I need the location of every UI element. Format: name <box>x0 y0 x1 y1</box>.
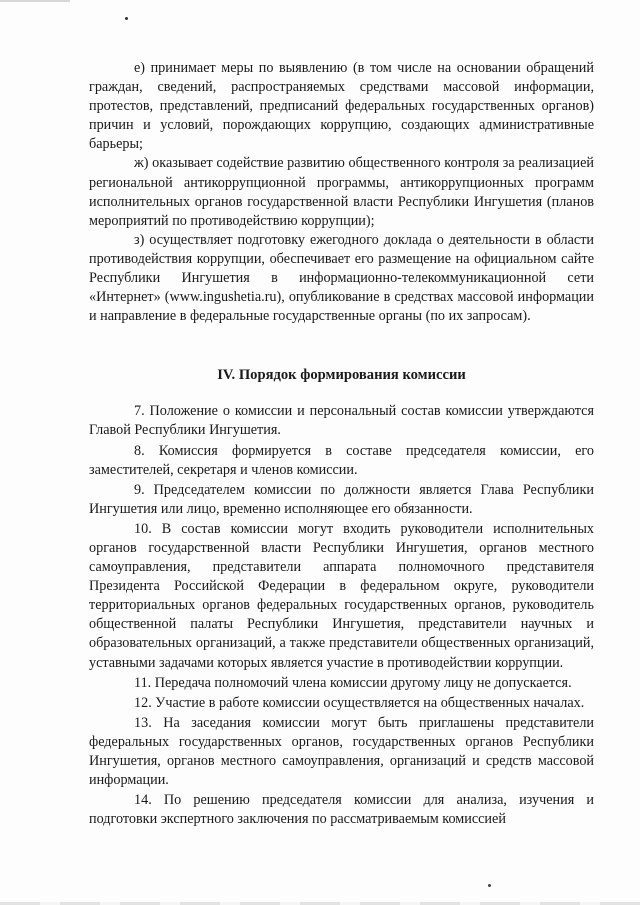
paragraph-e: е) принимает меры по выявлению (в том числе на основании обращений граждан, сведений, распространяемых средствами массовой информации, протестов, представлений, предписаний федеральных государственных органов) причин и условий, порождающих коррупцию, создающих административные барьеры; <box>89 60 594 153</box>
paragraph-7: 7. Положение о комиссии и персональный состав комиссии утверждаются Главой Республики Ингушетия. <box>89 403 594 439</box>
paragraph-9: 9. Председателем комиссии по должности является Глава Республики Ингушетия или лицо, временно исполняющее его обязанности. <box>89 481 594 517</box>
paragraph-13: 13. На заседания комиссии могут быть приглашены представители федеральных государственных органов, государственных органов Республики Ингушетия, органов местного самоуправления, организаций и средств массовой информации. <box>89 714 594 789</box>
paragraph-z: з) осуществляет подготовку ежегодного доклада о деятельности в области противодействия коррупции, обеспечивает его размещение на официальном сайте Республики Ингушетия в информационно-телекоммуникационной сети «Интернет» (www.ingushetia.ru), опубликование в средствах массовой информации и направление в федеральные государственные органы (по их запросам). <box>89 231 594 325</box>
scan-mark <box>488 884 491 887</box>
document-body <box>89 59 594 829</box>
scan-speck <box>125 17 128 20</box>
section-heading: IV. Порядок формирования комиссии <box>217 367 466 384</box>
paragraph-zh: ж) оказывает содействие развитию общественного контроля за реализацией региональной антикоррупционной программы, антикоррупционных программ исполнительных органов государственной власти Республики Ингушетия (планов мероприятий по противодействию коррупции); <box>89 155 594 229</box>
scan-top-edge <box>0 0 640 2</box>
paragraph-12: 12. Участие в работе комиссии осуществляется на общественных началах. <box>134 694 585 711</box>
paragraph-10: 10. В состав комиссии могут входить руководители исполнительных органов государственной власти Республики Ингушетия, органов местного самоуправления, представители аппарата полномочного представителя Президента Российской Федерации в федеральном округе, руководители территориальных органов федеральных государственных органов, руководитель общественной палаты Республики Ингушетия, представители научных и образовательных организаций, а также представители общественных организаций, уставными задачами которых является участие в противодействии коррупции. <box>89 520 594 671</box>
paragraph-11: 11. Передача полномочий члена комиссии другому лицу не допускается. <box>134 674 572 691</box>
paragraph-14: 14. По решению председателя комиссии для анализа, изучения и подготовки экспертного заключения по рассматриваемым комиссией <box>89 792 594 828</box>
paragraph-8: 8. Комиссия формируется в составе председателя комиссии, его заместителей, секретаря и членов комиссии. <box>89 442 594 478</box>
